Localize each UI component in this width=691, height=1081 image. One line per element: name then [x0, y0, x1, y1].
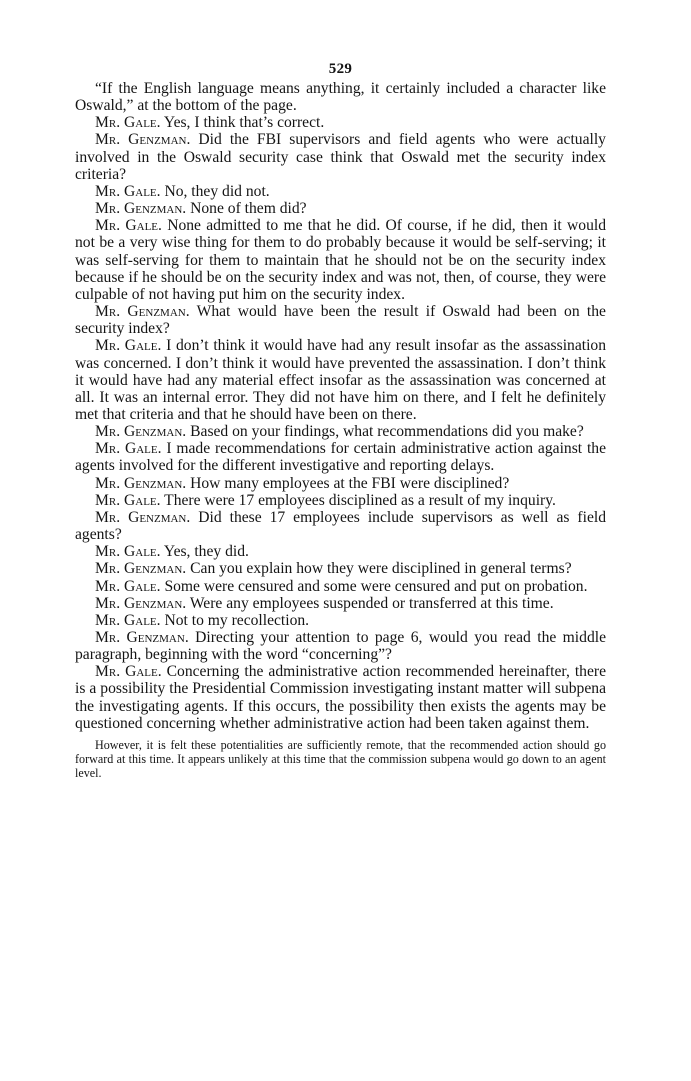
paragraph-text: Were any employees suspended or transferred at this time.	[186, 594, 554, 612]
transcript-paragraph	[75, 337, 606, 423]
transcript-paragraph	[75, 543, 606, 560]
speaker-name: Mr. Gale.	[95, 114, 161, 132]
transcript-paragraph	[75, 629, 606, 663]
transcript-paragraph	[75, 440, 606, 474]
speaker-name: Mr. Genzman.	[95, 629, 189, 646]
paragraph-text: None admitted to me that he did. Of course, if he did, then it would not be a very wise thing for them to do probably because it would be self-serving; it was self-serving for them to maintain that he should not be on the security index because if he should be on the security index and was not, then, of course, they were culpable of not having put him on the security index.	[75, 217, 606, 303]
paragraph-text: No, they did not.	[160, 182, 270, 200]
paragraph-text: None of them did?	[186, 200, 307, 218]
transcript-paragraph	[75, 131, 606, 182]
paragraph-text: I don’t think it would have had any result insofar as the assassination was concerned. I don’t think it would have prevented the assassination. I don’t think it would have had any material effect insofar as the assassination was concerned at all. It was an internal error. They did not have him on there, and I felt he definitely met that criteria and that he should have been on there.	[75, 337, 606, 423]
paragraph-text: Not to my recollection.	[160, 611, 310, 629]
paragraph-text: “If the English language means anything, it certainly included a character like Oswald,” at the bottom of the page.	[75, 80, 606, 115]
speaker-name: Mr. Gale.	[95, 440, 162, 458]
speaker-name: Mr. Gale.	[95, 337, 162, 355]
speaker-name: Mr. Gale.	[95, 182, 161, 200]
document-page	[75, 60, 606, 780]
transcript-paragraph	[75, 509, 606, 543]
transcript-paragraph	[75, 183, 606, 200]
paragraph-text: Yes, I think that’s correct.	[160, 114, 325, 132]
speaker-name: Mr. Gale.	[95, 577, 161, 595]
transcript-paragraph	[75, 303, 606, 337]
speaker-name: Mr. Genzman.	[95, 508, 191, 526]
testimony-body	[75, 80, 606, 732]
paragraph-text: Concerning the administrative action recommended hereinafter, there is a possibility the Presidential Commission investigating instant matter will subpena the investigating agents. If this occurs, the possibility then exists the agents may be questioned concerning whether administrative action had been taken against them.	[75, 663, 606, 732]
speaker-name: Mr. Gale.	[95, 611, 161, 629]
speaker-name: Mr. Gale.	[95, 663, 162, 681]
paragraph-text: Directing your attention to page 6, would you read the middle paragraph, beginning with the word “concerning”?	[75, 629, 606, 664]
speaker-name: Mr. Gale.	[95, 217, 162, 235]
quoted-excerpt: However, it is felt these potentialities are sufficiently remote, that the recommended action should go forward at this time. It appears unlikely at this time that the commission subpena would go down to an agent level.	[75, 737, 606, 780]
page-number: 529	[328, 61, 353, 77]
paragraph-text: Some were censured and some were censured and put on probation.	[160, 577, 588, 595]
transcript-paragraph	[75, 423, 606, 440]
paragraph-text: Based on your findings, what recommendations did you make?	[186, 423, 584, 441]
speaker-name: Mr. Gale.	[95, 543, 161, 561]
speaker-name: Mr. Genzman.	[95, 131, 191, 149]
paragraph-text: How many employees at the FBI were disciplined?	[186, 474, 510, 492]
transcript-paragraph	[75, 663, 606, 732]
transcript-paragraph	[75, 114, 606, 131]
transcript-paragraph	[75, 578, 606, 595]
speaker-name: Mr. Genzman.	[95, 560, 187, 578]
transcript-paragraph	[75, 200, 606, 217]
paragraph-text: There were 17 employees disciplined as a result of my inquiry.	[160, 491, 556, 509]
speaker-name: Mr. Genzman.	[95, 594, 187, 612]
paragraph-text: Did the FBI supervisors and field agents who were actually involved in the Oswald security case think that Oswald met the security index criteria?	[75, 131, 606, 183]
speaker-name: Mr. Genzman.	[95, 423, 187, 441]
transcript-paragraph	[75, 492, 606, 509]
transcript-paragraph	[75, 475, 606, 492]
speaker-name: Mr. Genzman.	[95, 474, 187, 492]
transcript-paragraph	[75, 560, 606, 577]
paragraph-text: Did these 17 employees include supervisors as well as field agents?	[75, 508, 606, 544]
paragraph-text: Can you explain how they were disciplined in general terms?	[186, 560, 572, 578]
paragraph-text: Yes, they did.	[160, 543, 249, 561]
transcript-paragraph	[75, 80, 606, 114]
transcript-paragraph	[75, 217, 606, 303]
paragraph-text: What would have been the result if Oswald had been on the security index?	[75, 303, 606, 338]
transcript-paragraph	[75, 595, 606, 612]
paragraph-text: I made recommendations for certain administrative action against the agents involved for the different investigative and reporting delays.	[75, 440, 606, 475]
transcript-paragraph	[75, 612, 606, 629]
speaker-name: Mr. Genzman.	[95, 200, 187, 218]
speaker-name: Mr. Genzman.	[95, 303, 190, 321]
speaker-name: Mr. Gale.	[95, 491, 161, 509]
